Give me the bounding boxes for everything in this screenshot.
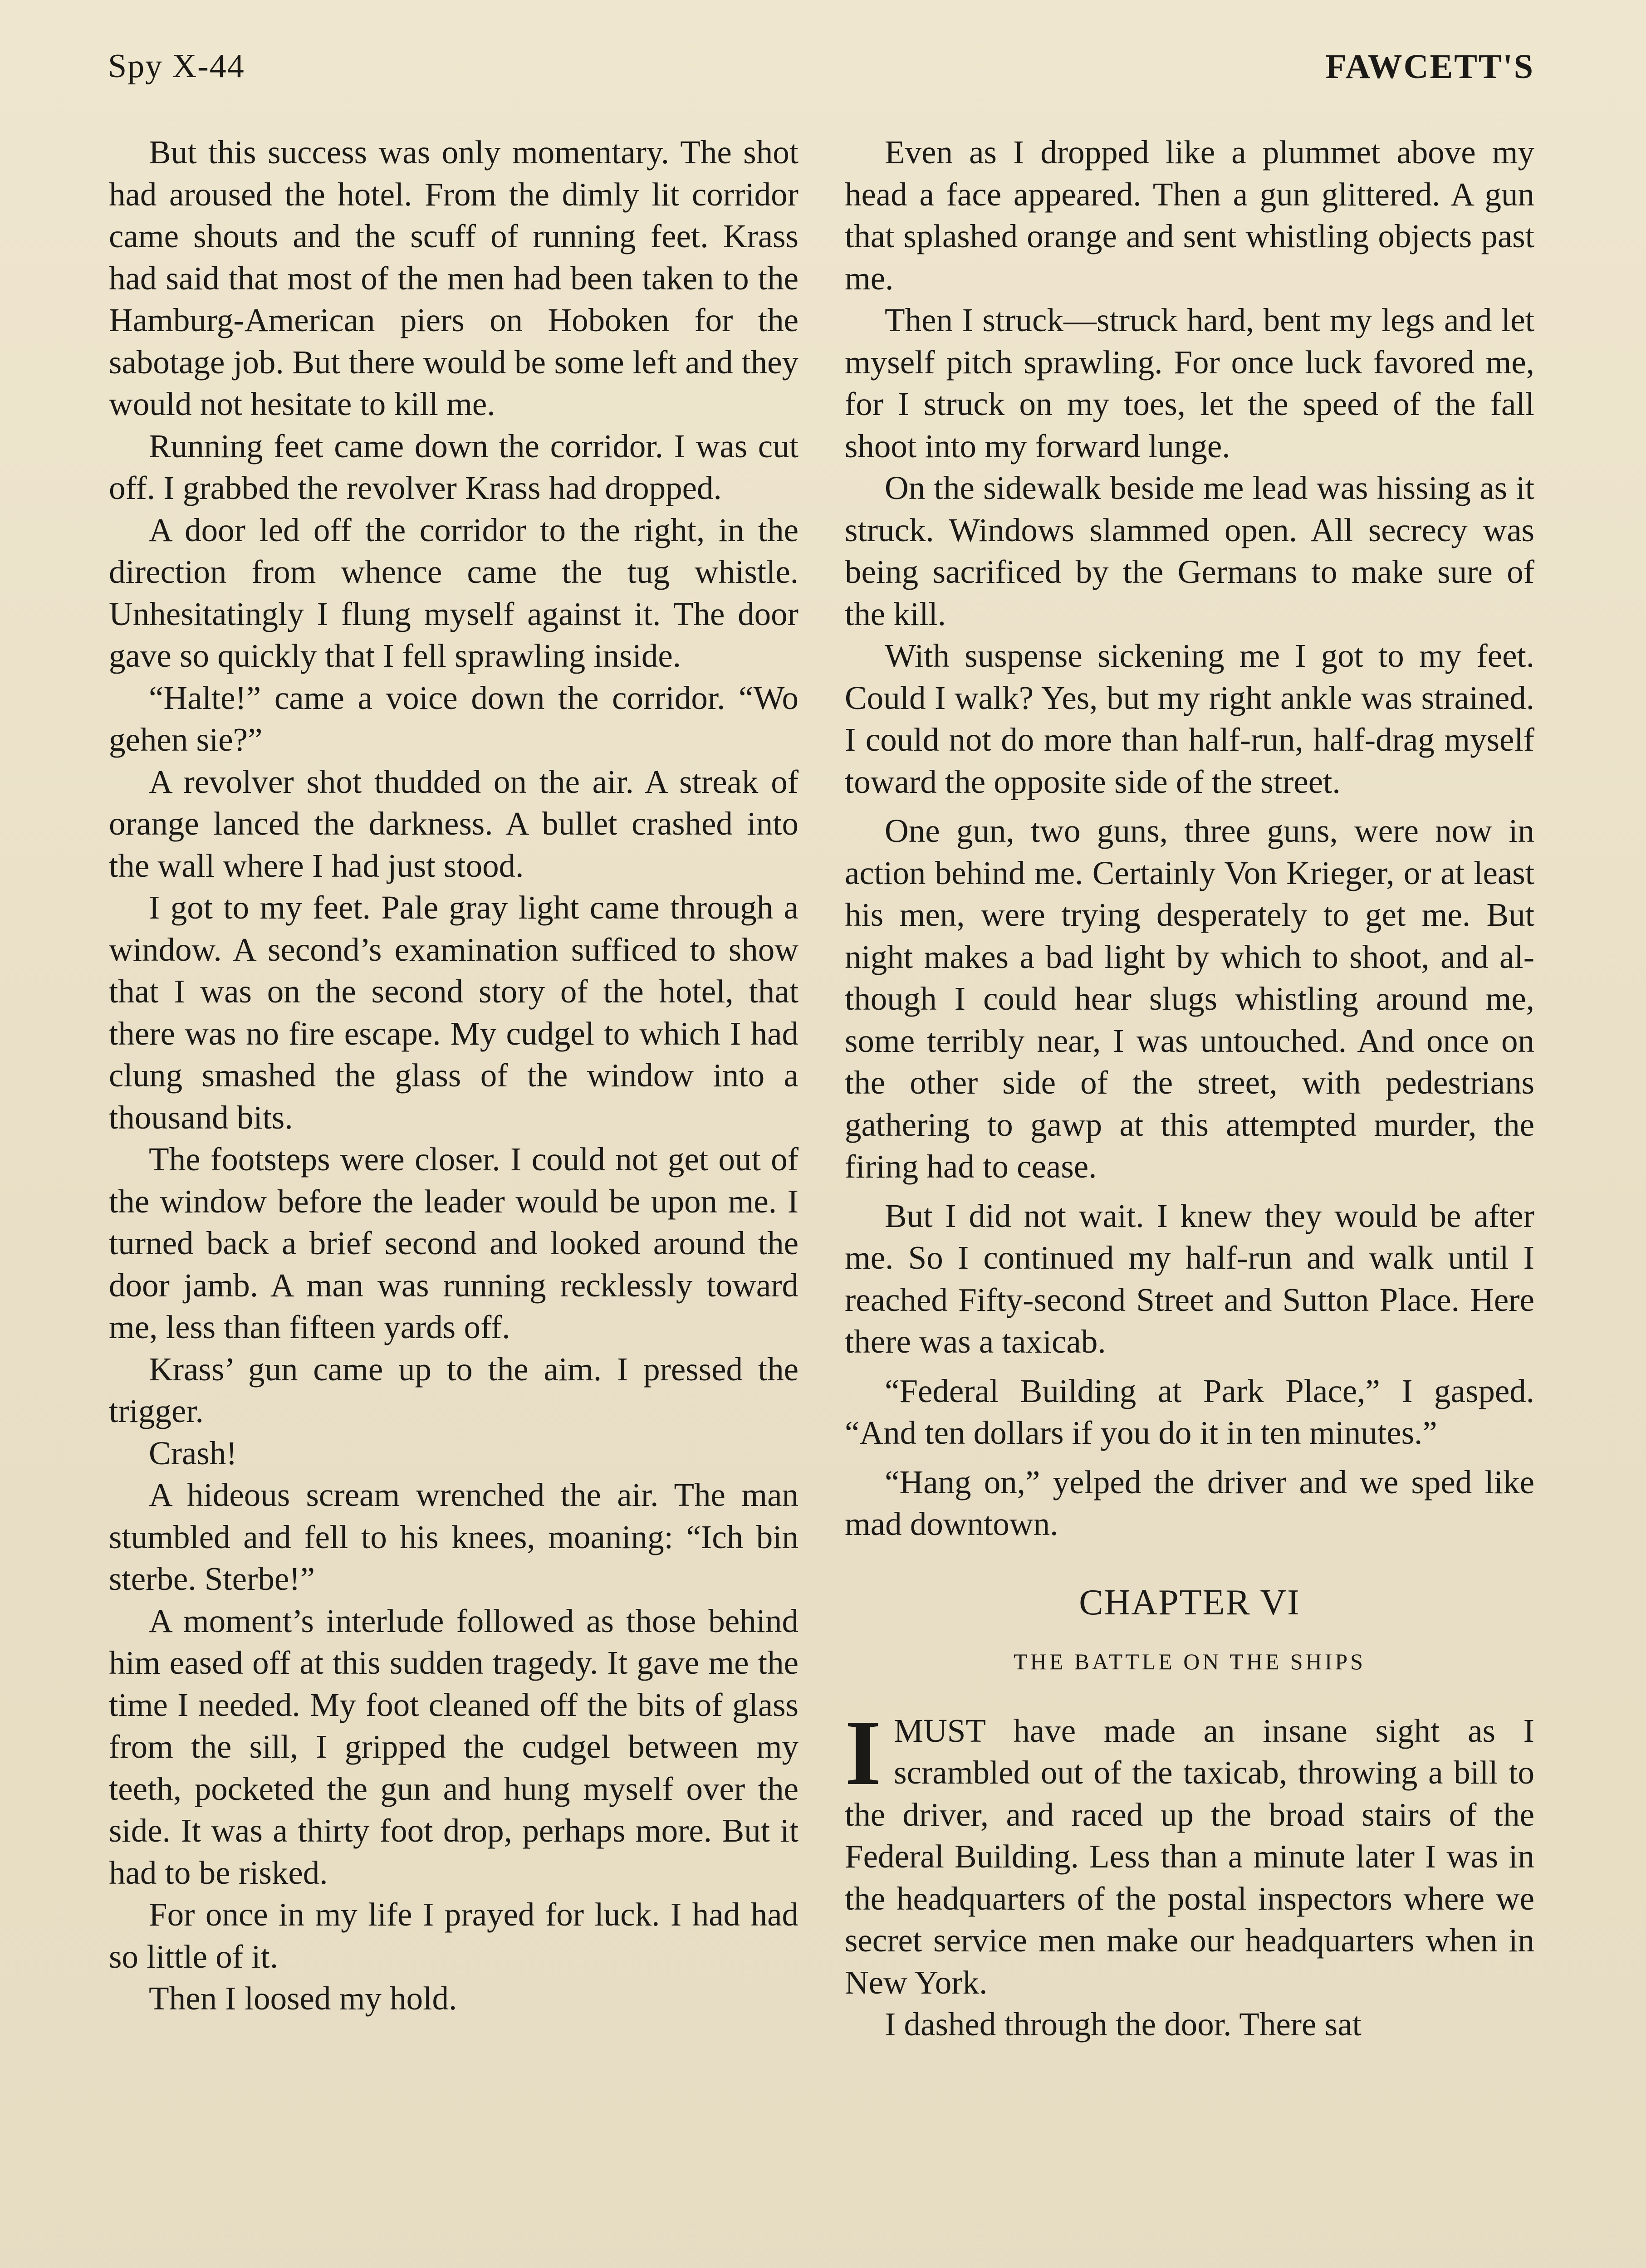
paragraph: I dashed through the door. There sat: [885, 2006, 1362, 2043]
paragraph: One gun, two guns, three guns, were now in action behind me. Certainly Von Krieger, or at least his men, were trying desperately to get me. But night makes a bad light by which to shoot, and although I could hear slugs whistling around me, some terribly near, I was untouched. And once on the other side of the street, with pedestrians gathering to gawp at this attempted murder, the firing had to cease.: [845, 812, 1534, 1185]
paragraph: “Halte!” came a voice down the corridor. “Wo gehen sie?”: [109, 679, 799, 758]
chapter-subtitle: THE BATTLE ON THE SHIPS: [1014, 1649, 1366, 1674]
paragraph: Running feet came down the corridor. I was cut off. I grabbed the revolver Krass had dropped.: [109, 427, 799, 506]
paragraph: The footsteps were closer. I could not get out of the window before the leader would be upon me. I turned back a brief second and looked around the door jamb. A man was running recklessly toward me, less than fifteen yards off.: [109, 1141, 799, 1345]
paragraph: On the sidewalk beside me lead was hissing as it struck. Windows slammed open. All secrecy was being sacrificed by the Germans to make sure of the kill.: [845, 469, 1534, 632]
running-header-publisher: FAWCETT'S: [1325, 48, 1534, 86]
paragraph: I got to my feet. Pale gray light came through a window. A second’s examination sufficed to show that I was on the second story of the hotel, that there was no fire escape. My cudgel to which I had clung smashed the glass of the window into a thousand bits.: [109, 889, 799, 1136]
drop-cap: I: [845, 1700, 882, 1804]
paragraph: “Hang on,” yelped the driver and we sped like mad downtown.: [845, 1463, 1534, 1542]
paragraph: A door led off the corridor to the right, in the direction from whence came the tug whistle. Unhesitatingly I flung myself against it. The door gave so quickly that I fell sprawling inside.: [109, 511, 799, 674]
chapter-opening-paragraph: [845, 1700, 1534, 2004]
paragraph: Even as I dropped like a plummet above my head a face appeared. Then a gun glittered. A gun that splashed orange and sent whistling objects past me.: [845, 134, 1534, 297]
paragraph: But I did not wait. I knew they would be after me. So I continued my half-run and walk until I reached Fifty-second Street and Sutton Place. Here there was a taxicab.: [845, 1197, 1534, 1360]
right-text-column: [845, 132, 1534, 2046]
paragraph: A revolver shot thudded on the air. A streak of orange lanced the darkness. A bullet crashed into the wall where I had just stood.: [109, 763, 799, 884]
left-text-column: [109, 132, 799, 2020]
paragraph: But this success was only momentary. The shot had aroused the hotel. From the dimly lit corridor came shouts and the scuff of running feet. Krass had said that most of the men had been taken to the Hamburg-American piers on Hoboken for the sabotage job. But there would be some left and they would not hesitate to kill me.: [109, 134, 799, 422]
paragraph: Then I loosed my hold.: [149, 1980, 457, 2017]
paragraph: With suspense sickening me I got to my feet. Could I walk? Yes, but my right ankle was strained. I could not do more than half-run, half-drag myself toward the opposite side of the street.: [845, 637, 1534, 800]
paragraph: Krass’ gun came up to the aim. I pressed the trigger.: [109, 1350, 799, 1429]
paragraph: For once in my life I prayed for luck. I had had so little of it.: [109, 1896, 799, 1975]
paragraph-text: MUST have made an insane sight as I scrambled out of the taxicab, throwing a bill to the driver, and raced up the broad stairs of the Federal Building. Less than a minute later I was in the headquarters of the postal inspectors where we secret service men make our headquarters when in New York.: [845, 1712, 1534, 2001]
paragraph: Then I struck—struck hard, bent my legs and let myself pitch sprawling. For once luck favored me, for I struck on my toes, let the speed of the fall shoot into my forward lunge.: [845, 302, 1534, 464]
paragraph: A moment’s interlude followed as those behind him eased off at this sudden tragedy. It gave me the time I needed. My foot cleaned off the bits of glass from the sill, I gripped the cudgel between my teeth, pocketed the gun and hung myself over the side. It was a thirty foot drop, perhaps more. But it had to be risked.: [109, 1602, 799, 1891]
running-header-title: Spy X-44: [108, 48, 245, 85]
chapter-heading: CHAPTER VI: [1079, 1582, 1300, 1623]
paragraph: A hideous scream wrenched the air. The man stumbled and fell to his knees, moaning: “Ich bin sterbe. Sterbe!”: [109, 1476, 799, 1597]
paragraph: Crash!: [149, 1434, 237, 1471]
paragraph: “Federal Building at Park Place,” I gasped. “And ten dollars if you do it in ten minutes.”: [845, 1372, 1534, 1451]
